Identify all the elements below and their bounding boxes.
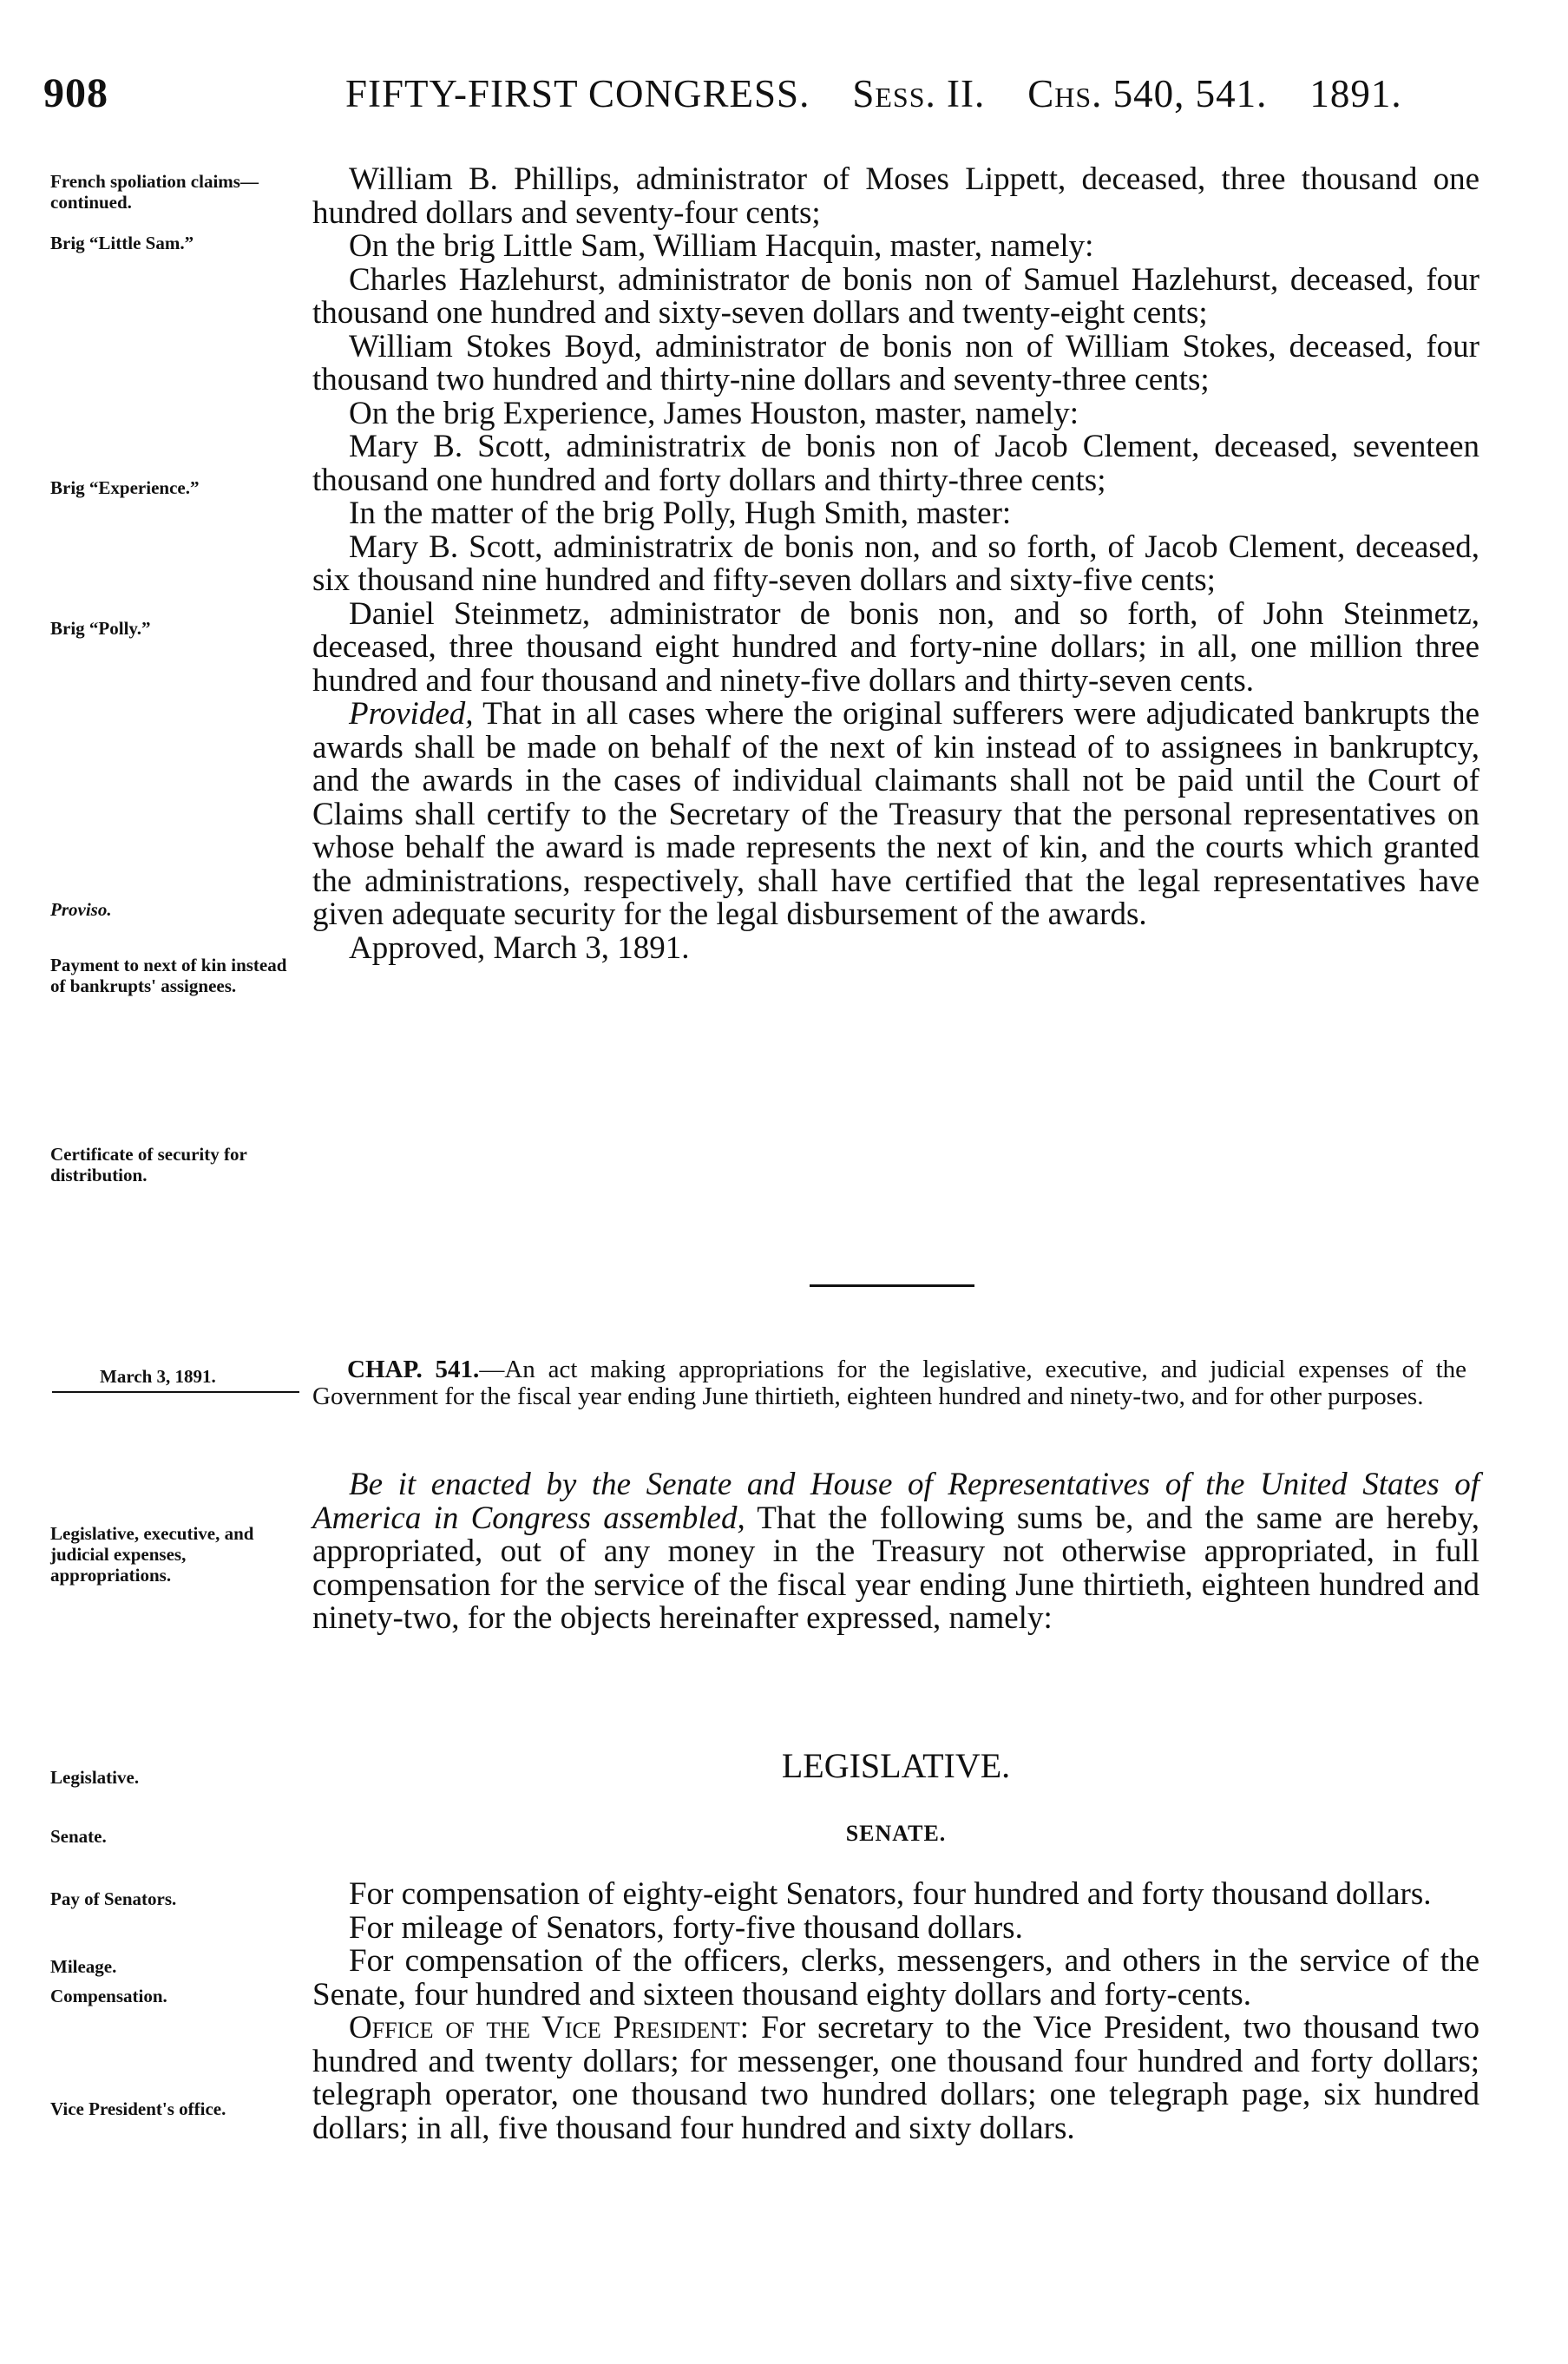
heading-legislative: LEGISLATIVE. bbox=[781, 1746, 1011, 1785]
note-vice-president-office: Vice President's office. bbox=[50, 2098, 226, 2119]
note-experience: Brig “Experience.” bbox=[50, 477, 200, 498]
note-pay-of-senators: Pay of Senators. bbox=[50, 1888, 177, 1909]
brig-polly-intro: In the matter of the brig Polly, Hugh Smith, master: bbox=[349, 496, 1012, 531]
chapter-heading bbox=[312, 1356, 1466, 1410]
proviso-paragraph bbox=[312, 698, 1479, 932]
claim-hazlehurst: Charles Hazlehurst, administrator de bonis non of Samuel Hazlehurst, deceased, four thousand one hundred and sixty-seven dollars and twenty-eight cents; bbox=[312, 261, 1479, 331]
header-year: 1891. bbox=[1309, 72, 1402, 115]
session-label: Sess. II. bbox=[852, 72, 986, 115]
claim-scott-experience: Mary B. Scott, administratrix de bonis non of Jacob Clement, deceased, seventeen thousand one hundred and forty dollars and thirty-three cents; bbox=[312, 429, 1479, 498]
note-legislative: Legislative. bbox=[50, 1767, 140, 1788]
claims-list bbox=[312, 163, 1479, 965]
note-payment-next-of-kin: Payment to next of kin instead of bankrupts' assignees. bbox=[50, 955, 287, 996]
enacting-italic: Be it enacted by the Senate and House of Representatives of the United States of America in Congress assembled, bbox=[312, 1467, 1479, 1536]
vice-president-paragraph bbox=[312, 2012, 1479, 2145]
note-mileage: Mileage. bbox=[50, 1956, 117, 1977]
proviso-lead: Provided, bbox=[349, 696, 474, 732]
note-certificate-security: Certificate of security for distribution. bbox=[50, 1144, 247, 1185]
heading-senate: SENATE. bbox=[845, 1821, 947, 1846]
brig-experience-intro: On the brig Experience, James Houston, master, namely: bbox=[349, 395, 1079, 431]
note-little-sam: Brig “Little Sam.” bbox=[50, 233, 194, 253]
note-proviso: Proviso. bbox=[50, 899, 112, 920]
note-legislative-appropriations: Legislative, executive, and judicial expenses, appropriations. bbox=[50, 1523, 254, 1586]
claim-boyd: William Stokes Boyd, administrator de bonis non of William Stokes, deceased, four thousand two hundred and thirty-nine dollars and seventy-three cents; bbox=[312, 328, 1479, 397]
chapter-title: —An act making appropriations for the legislative, executive, and judicial expenses of the Government for the fiscal year ending June thirtieth, eighteen hundred and ninety-two, and for other purposes. bbox=[312, 1356, 1466, 1410]
vp-heading: Office of the Vice President: bbox=[349, 2010, 750, 2046]
claim-scott-polly: Mary B. Scott, administratrix de bonis non, and so forth, of Jacob Clement, deceased, six thousand nine hundred and fifty-seven dollars and sixty-five cents; bbox=[312, 529, 1479, 598]
note-chap-date: March 3, 1891. bbox=[100, 1366, 216, 1387]
note-polly: Brig “Polly.” bbox=[50, 618, 151, 639]
date-rule bbox=[52, 1391, 299, 1393]
senators-pay: For compensation of eighty-eight Senators, four hundred and forty thousand dollars. bbox=[349, 1876, 1432, 1912]
enacting-text: That the following sums be, and the same are hereby, appropriated, out of any money in the Treasury not otherwise appropriated, in full compensation for the service of the fiscal year ending June thirtieth, eighteen hundred and ninety-two, for the objects hereinafter expressed, namely: bbox=[312, 1500, 1479, 1636]
chapters-label: Chs. 540, 541. bbox=[1027, 72, 1268, 115]
section-separator bbox=[810, 1284, 974, 1287]
note-french-spoliation: French spoliation claims—continued. bbox=[50, 171, 259, 213]
brig-little-sam-intro: On the brig Little Sam, William Hacquin, master, namely: bbox=[349, 228, 1094, 264]
enacting-clause bbox=[312, 1468, 1479, 1636]
proviso-text: That in all cases where the original sufferers were adjudicated bankrupts the awards shall be made on behalf of the next of kin instead of to assignees in bankruptcy, and the awards in the cases of individual claimants shall not be paid until the Court of Claims shall certify to the Secretary of the Treasury that the personal representatives on whose behalf the award is made represents the next of kin, and the courts which granted the administrations, respectively, shall have certified that the legal representatives have given adequate security for the legal disbursement of the awards. bbox=[312, 696, 1479, 932]
senate-appropriations bbox=[312, 1878, 1479, 2145]
senators-mileage: For mileage of Senators, forty-five thousand dollars. bbox=[349, 1909, 1023, 1946]
note-senate: Senate. bbox=[50, 1826, 107, 1847]
claim-steinmetz: Daniel Steinmetz, administrator de bonis non, and so forth, of John Steinmetz, deceased, three thousand eight hundred and forty-nine dollars; in all, one million three hundred and four thousand and ninety-five dollars and thirty-seven cents. bbox=[312, 595, 1479, 699]
note-compensation: Compensation. bbox=[50, 1986, 167, 2006]
running-header bbox=[345, 71, 1402, 116]
claim-phillips: William B. Phillips, administrator of Moses Lippett, deceased, three thousand one hundred dollars and seventy-four cents; bbox=[312, 161, 1479, 231]
senate-compensation: For compensation of the officers, clerks, messengers, and others in the service of the Senate, four hundred and sixteen thousand eighty dollars and forty-cents. bbox=[312, 1943, 1479, 2013]
chapter-label: CHAP. 541. bbox=[347, 1356, 480, 1383]
approved-line: Approved, March 3, 1891. bbox=[349, 929, 690, 966]
vp-text: For secretary to the Vice President, two thousand two hundred and twenty dollars; for messenger, one thousand four hundred and forty dollars; telegraph operator, one thousand two hundred dollars; one telegraph page, six hundred dollars; in all, five thousand four hundred and sixty dollars. bbox=[312, 2010, 1480, 2146]
running-title: FIFTY-FIRST CONGRESS. bbox=[345, 72, 810, 115]
page-number: 908 bbox=[43, 70, 108, 116]
